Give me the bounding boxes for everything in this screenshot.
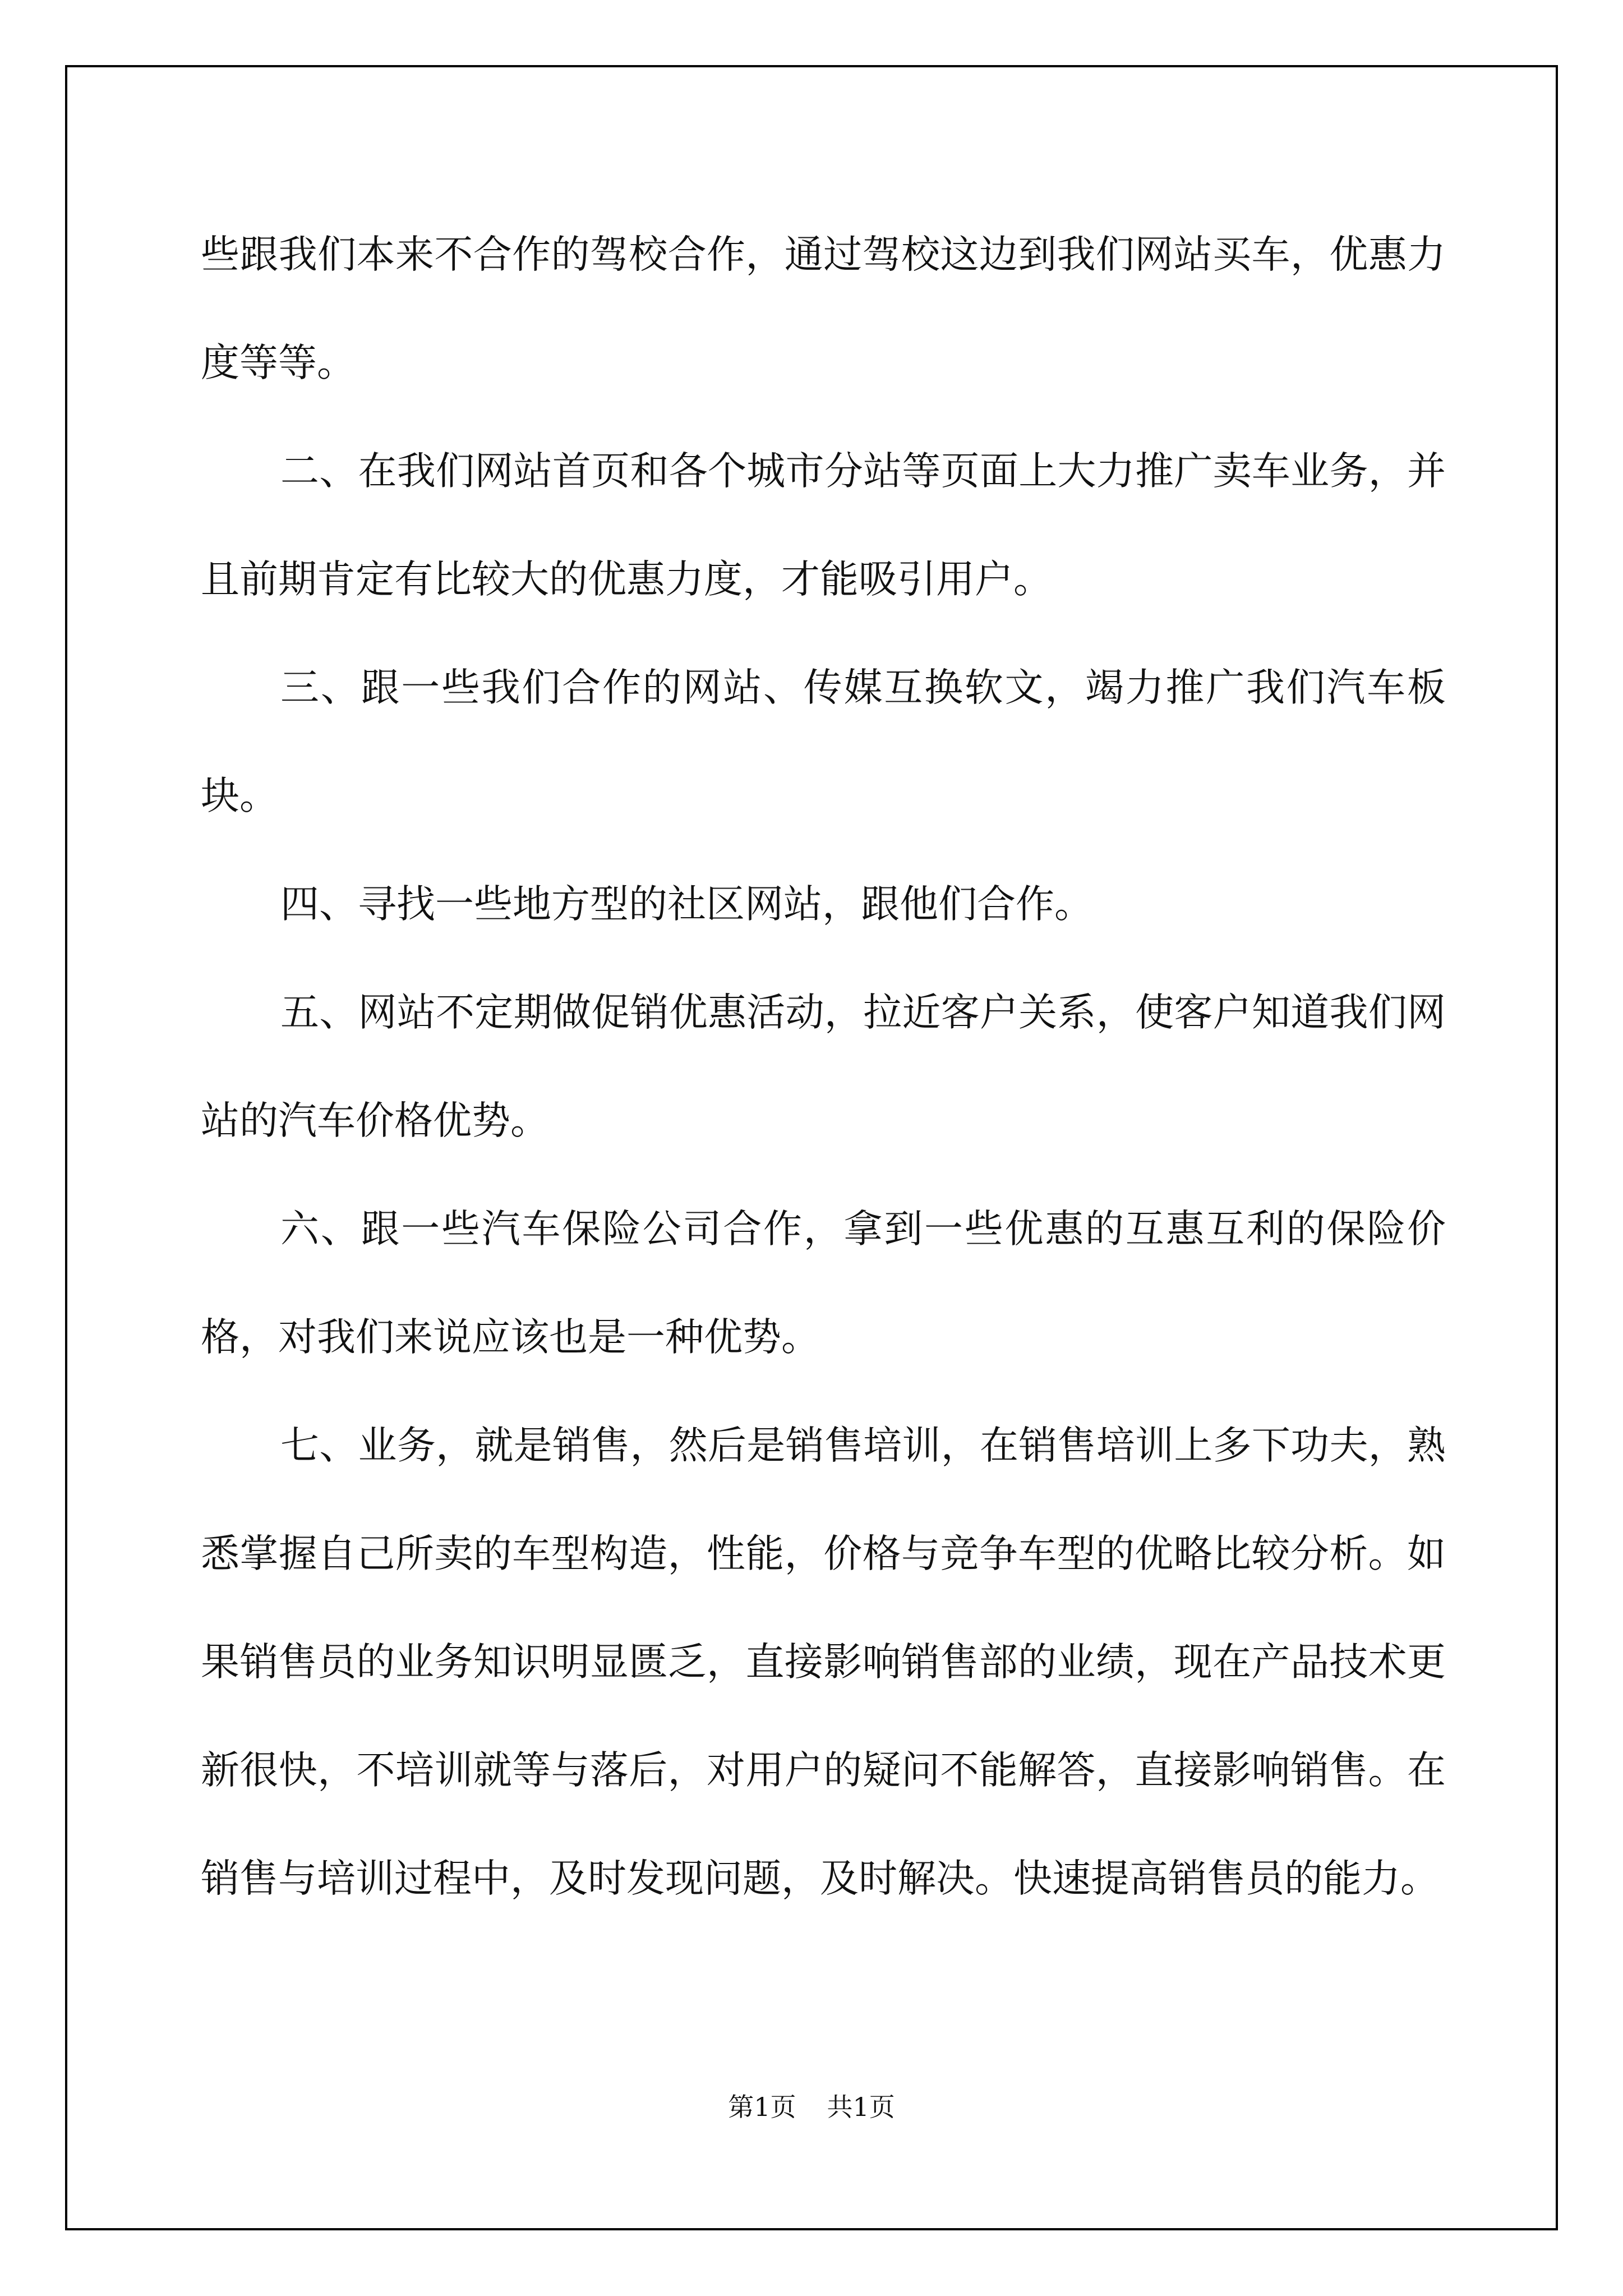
page-number: 第1页 (728, 2092, 796, 2122)
paragraph-7: 七、业务，就是销售，然后是销售培训，在销售培训上多下功夫，熟悉掌握自己所卖的车型构造，性能，价格与竞争车型的优略比较分析。如果销售员的业务知识明显匮乏，直接影响销售部的业绩，现在产品技术更新很快，不培训就等与落后，对用户的疑问不能解答，直接影响销售。在销售与培训过程中，及时发现问题，及时解决。快速提高销售员的能力。 (201, 1423, 1446, 1901)
paragraph-2: 二、在我们网站首页和各个城市分站等页面上大力推广卖车业务，并且前期肯定有比较大的优惠力度，才能吸引用户。 (201, 449, 1446, 602)
paragraph-1: 些跟我们本来不合作的驾校合作，通过驾校这边到我们网站买车，优惠力度等等。 (201, 232, 1446, 385)
paragraph-3: 三、跟一些我们合作的网站、传媒互换软文，竭力推广我们汽车板块。 (201, 665, 1446, 818)
paragraph-6: 六、跟一些汽车保险公司合作，拿到一些优惠的互惠互利的保险价格，对我们来说应该也是一种优势。 (201, 1207, 1446, 1360)
paragraph-4: 四、寻找一些地方型的社区网站，跟他们合作。 (280, 882, 1093, 927)
paragraph-5: 五、网站不定期做促销优惠活动，拉近客户关系，使客户知道我们网站的汽车价格优势。 (201, 990, 1446, 1143)
document-body (201, 201, 1446, 1933)
page-total: 共1页 (827, 2092, 895, 2122)
page-footer (0, 2087, 1623, 2124)
